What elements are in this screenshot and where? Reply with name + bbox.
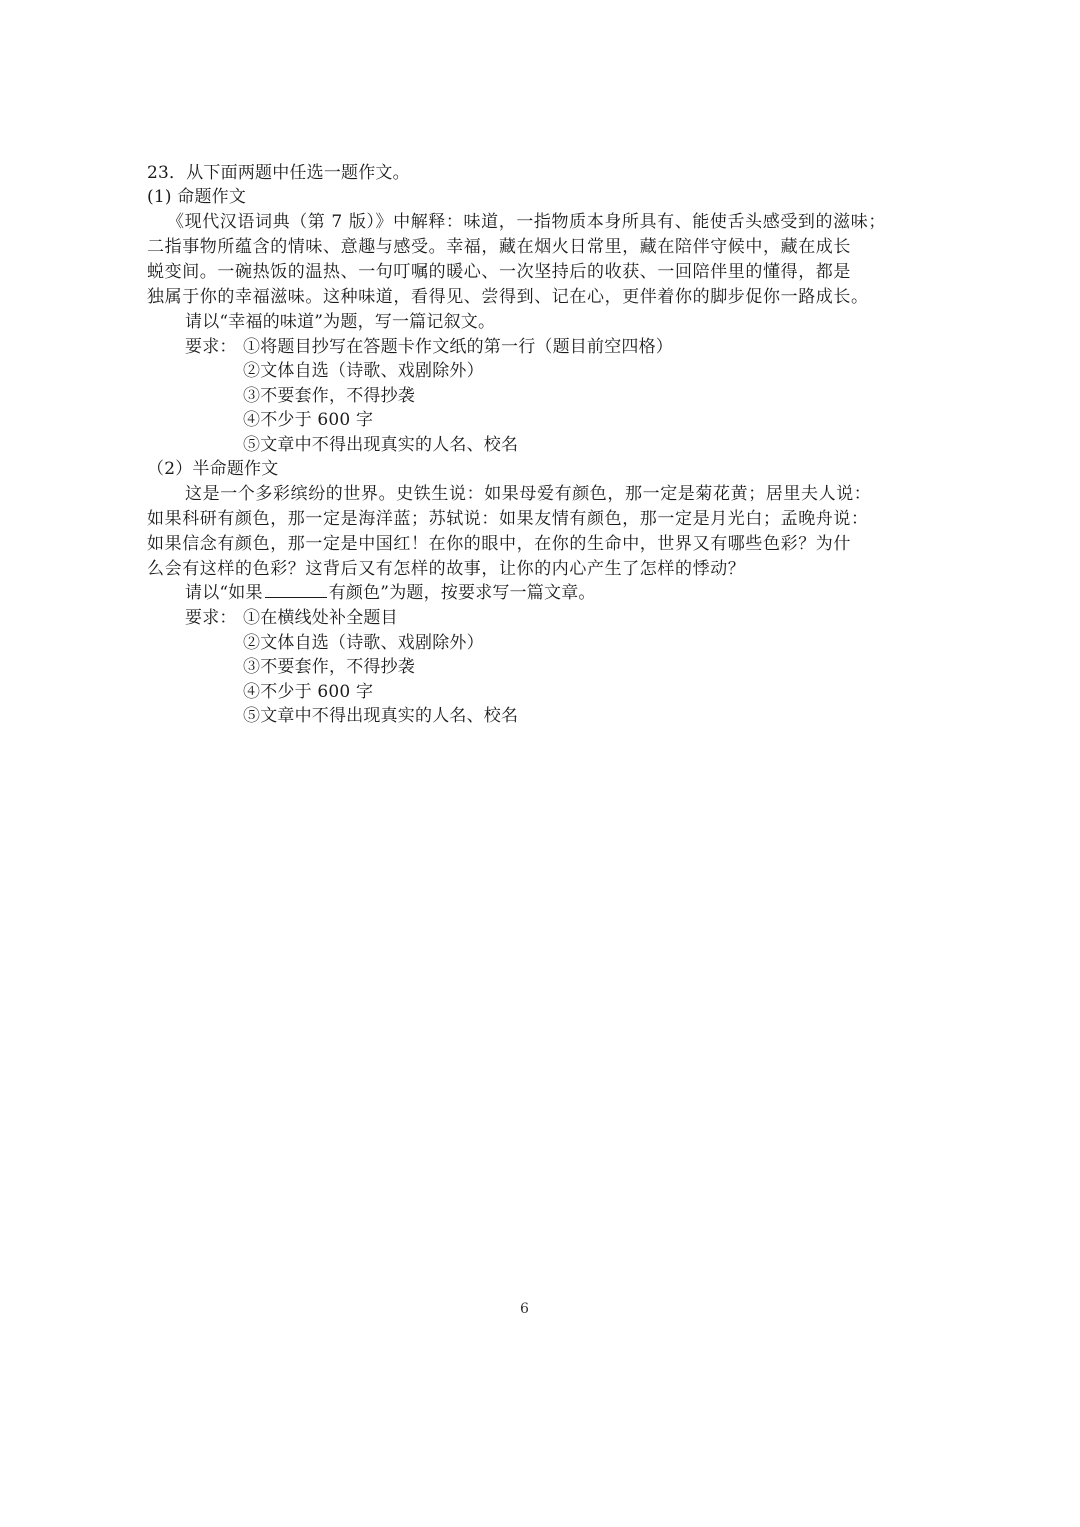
essay1-passage-line: 二指事物所蕴含的情味、意趣与感受。幸福，藏在烟火日常里，藏在陪伴守候中，藏在成长 (147, 237, 851, 257)
essay1-passage-line: 《现代汉语词典（第 7 版）》中解释：味道，一指物质本身所具有、能使舌头感受到的滋味； (167, 212, 886, 232)
essay1-requirement: ⑤文章中不得出现真实的人名、校名 (243, 435, 519, 455)
question-title: 23．从下面两题中任选一题作文。 (147, 163, 410, 183)
essay1-requirement: ④不少于 600 字 (243, 410, 374, 430)
essay2-passage-line: 这是一个多彩缤纷的世界。史铁生说：如果母爱有颜色，那一定是菊花黄；居里夫人说： (185, 484, 872, 504)
essay2-instruction-start: 请以“如果 (185, 583, 263, 603)
fill-in-blank-line (265, 581, 327, 598)
essay2-requirement: ②文体自选（诗歌、戏剧除外） (243, 633, 484, 653)
essay1-instruction: 请以“幸福的味道”为题，写一篇记叙文。 (185, 312, 496, 332)
essay2-instruction (185, 581, 596, 605)
essay2-requirement: ④不少于 600 字 (243, 682, 374, 702)
essay2-passage-line: 如果信念有颜色，那一定是中国红！在你的眼中，在你的生命中，世界又有哪些色彩？为什 (147, 534, 851, 554)
essay2-instruction-end: 有颜色”为题，按要求写一篇文章。 (328, 583, 596, 603)
essay1-passage-line: 独属于你的幸福滋味。这种味道，看得见、尝得到、记在心，更伴着你的脚步促你一路成长。 (147, 287, 869, 307)
essay2-requirement: ⑤文章中不得出现真实的人名、校名 (243, 706, 519, 726)
page-number: 6 (520, 1301, 529, 1317)
essay2-heading: （2）半命题作文 (147, 459, 279, 479)
essay1-passage-line: 蜕变间。一碗热饭的温热、一句叮嘱的暖心、一次坚持后的收获、一回陪伴里的懂得，都是 (147, 262, 851, 282)
essay2-passage-line: 么会有这样的色彩？这背后又有怎样的故事，让你的内心产生了怎样的悸动？ (147, 559, 746, 579)
essay2-requirement: ③不要套作，不得抄袭 (243, 657, 415, 677)
essay1-requirement: ①将题目抄写在答题卡作文纸的第一行（题目前空四格） (243, 337, 673, 357)
essay2-requirement: ①在横线处补全题目 (243, 608, 398, 628)
essay1-requirement: ③不要套作，不得抄袭 (243, 386, 415, 406)
essay1-requirements-label: 要求： (185, 337, 237, 357)
essay2-passage-line: 如果科研有颜色，那一定是海洋蓝；苏轼说：如果友情有颜色，那一定是月光白；孟晚舟说： (147, 509, 869, 529)
essay1-heading: (1) 命题作文 (147, 187, 247, 207)
essay2-requirements-label: 要求： (185, 608, 237, 628)
essay1-requirement: ②文体自选（诗歌、戏剧除外） (243, 361, 484, 381)
